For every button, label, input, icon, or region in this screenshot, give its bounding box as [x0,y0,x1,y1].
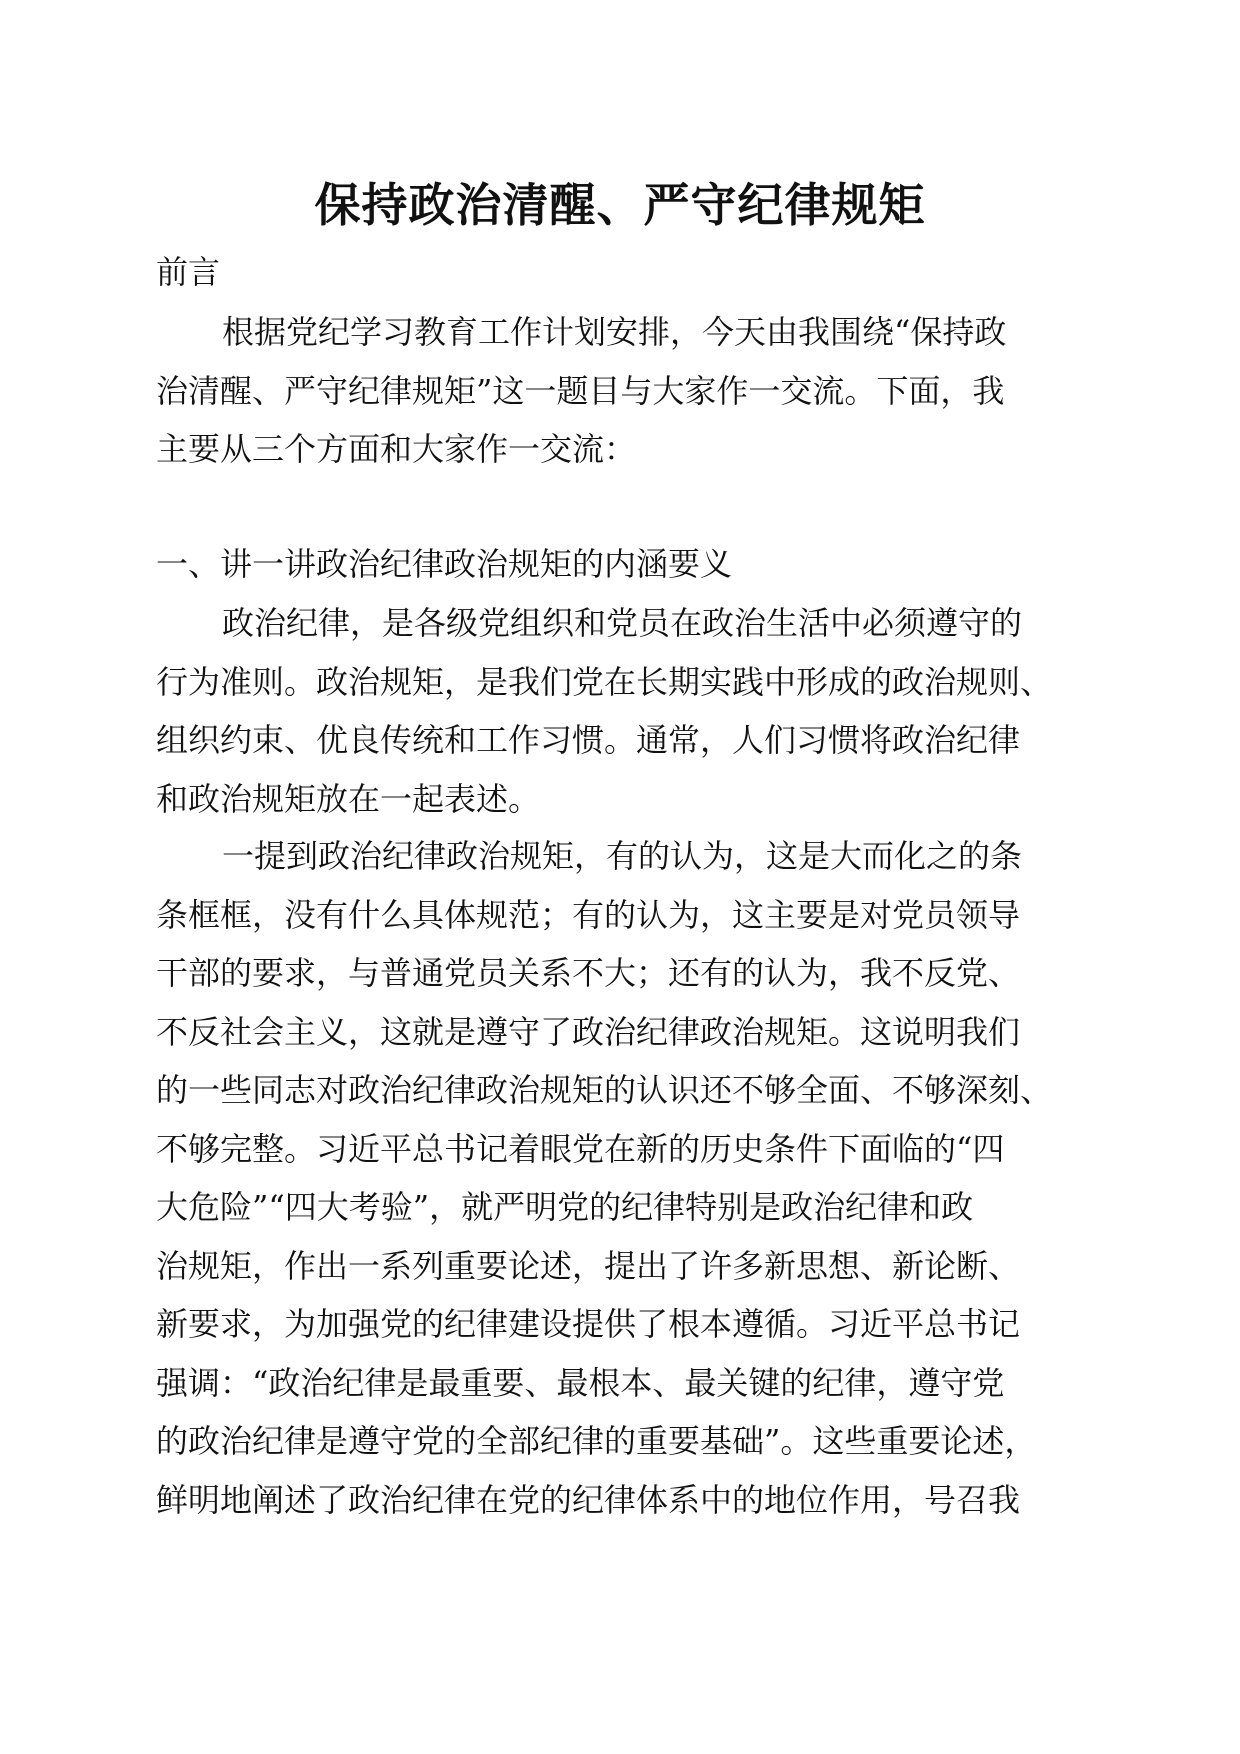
section1-paragraph2 [156,827,1076,1529]
paragraph-line: 的政治纪律是遵守党的全部纪律的重要基础”。这些重要论述， [156,1422,1037,1460]
paragraph-line: 根据党纪学习教育工作计划安排，今天由我围绕“保持政 [222,313,1007,351]
paragraph-line: 大危险”“四大考验”，就严明党的纪律特别是政治纪律和政 [156,1188,974,1226]
paragraph-line: 主要从三个方面和大家作一交流： [156,430,637,468]
paragraph-line: 干部的要求，与普通党员关系不大；还有的认为，我不反党、 [156,954,1021,992]
paragraph-line: 新要求，为加强党的纪律建设提供了根本遵循。习近平总书记 [156,1305,1021,1343]
section1-heading: 一、讲一讲政治纪律政治规矩的内涵要义 [156,545,733,583]
paragraph-line: 不反社会主义，这就是遵守了政治纪律政治规矩。这说明我们 [156,1012,1021,1051]
paragraph-line: 治规矩，作出一系列重要论述，提出了许多新思想、新论断、 [156,1246,1021,1285]
paragraph-line: 治清醒、严守纪律规矩”这一题目与大家作一交流。下面，我 [156,371,1005,410]
preface-heading: 前言 [156,253,221,291]
preface-paragraph [156,303,1076,479]
document-title: 保持政治清醒、严守纪律规矩 [314,178,926,232]
paragraph-line: 政治纪律，是各级党组织和党员在政治生活中必须遵守的 [222,604,1023,642]
paragraph-line: 行为准则。政治规矩，是我们党在长期实践中形成的政治规则、 [156,662,1053,701]
paragraph-line: 和政治规矩放在一起表述。 [156,779,541,818]
paragraph-line: 的一些同志对政治纪律政治规矩的认识还不够全面、不够深刻、 [156,1071,1053,1109]
paragraph-line: 一提到政治纪律政治规矩，有的认为，这是大而化之的条 [222,837,1023,875]
paragraph-line: 不够完整。习近平总书记着眼党在新的历史条件下面临的“四 [156,1129,1005,1168]
paragraph-line: 条框框，没有什么具体规范；有的认为，这主要是对党员领导 [156,895,1021,934]
paragraph-line: 强调：“政治纪律是最重要、最根本、最关键的纪律，遵守党 [156,1363,1005,1402]
paragraph-line: 鲜明地阐述了政治纪律在党的纪律体系中的地位作用，号召我 [156,1480,1021,1519]
section1-paragraph1 [156,594,1076,828]
paragraph-line: 组织约束、优良传统和工作习惯。通常，人们习惯将政治纪律 [156,721,1021,759]
